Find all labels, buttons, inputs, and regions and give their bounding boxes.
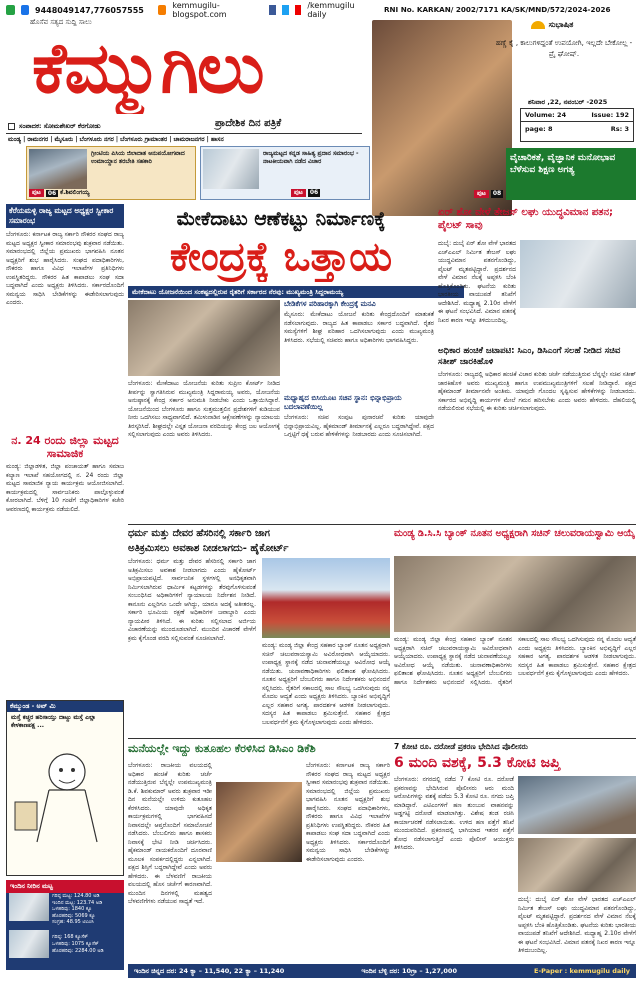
social-handle[interactable]: /kemmugilu daily — [307, 1, 355, 19]
left-story-2 — [6, 434, 124, 703]
dam-photo-2 — [9, 930, 49, 958]
blog-url[interactable]: kemmugilu-blogspot.com — [172, 1, 227, 19]
masthead-divider — [6, 133, 362, 134]
teaser-3-text: ವೈಚಾರಿಕತೆ, ವೈಜ್ಞಾನಿಕ ಮನೋಭಾವ ಬೆಳೆಸುವ ಶಿಕ್ಷಣ ಅಗತ್ಯ — [510, 153, 616, 175]
gold-rate: ಇಂದಿನ ಚಿನ್ನದ ದರ: 24 ಕ್ಯಾ – 11,540, 22 ಕ್ಯಾ – 11,240 — [134, 967, 285, 975]
cartoon-box — [6, 700, 124, 876]
dcc-bank-headline: ಮಂಡ್ಯ ಡಿ.ಸಿ.ಸಿ ಬ್ಯಾಂಕ್ ನೂತನ ಅಧ್ಯಕ್ಷರಾಗಿ ಸಚಿನ್ ಚಲುವರಾಯಸ್ವಾಮಿ ಆಯ್ಕೆ — [394, 528, 635, 539]
left-story-1-body: ಬೆಂಗಳೂರು: ಕರ್ನಾಟಕ ರಾಜ್ಯ ಸರ್ಕಾರಿ ನೌಕರರ ಸಂಘದ ರಾಜ್ಯ ಮಟ್ಟದ ಅಧ್ಯಕ್ಷರ ಸ್ವೀಕಾರ ಸಮಾರಂಭವು ಶುಕ್ರವಾರ ನಡೆಯಿತು. ಸಮಾರಂಭದಲ್ಲಿ ಜಿಲ್ಲೆಯ ಪ್ರಮುಖರು ಭಾಗವಹಿಸಿ ನೂತನ ಅಧ್ಯಕ್ಷರಿಗೆ ಶುಭ ಹಾರೈಸಿದರು. ಸಂಘದ ಪದಾಧಿಕಾರಿಗಳು, ನೌಕರರು ಹಾಗೂ ವಿವಿಧ ಇಲಾಖೆಗಳ ಪ್ರತಿನಿಧಿಗಳು ಉಪಸ್ಥಿತರಿದ್ದರು. ನೌಕರರ ಹಿತ ಕಾಪಾಡಲು ಸಂಘ ಸದಾ ಬದ್ಧವಾಗಿದೆ ಎಂದು ಅಧ್ಯಕ್ಷರು ತಿಳಿಸಿದರು. ಸರ್ಕಾರದೊಂದಿಗೆ ಸಮನ್ವಯ ಸಾಧಿಸಿ ಬೇಡಿಕೆಗಳನ್ನು ಈಡೇರಿಸಲಾಗುವುದು ಎಂದರು. — [6, 231, 124, 306]
power-sharing-body: ಬೆಂಗಳೂರು: ರಾಜ್ಯದಲ್ಲಿ ಅಧಿಕಾರ ಹಂಚಿಕೆ ವಿಚಾರ ಕುರಿತು ಚರ್ಚೆ ನಡೆಯುತ್ತಿರುವ ಬೆನ್ನಲ್ಲೇ ಸಚಿವ ಸತೀಶ್ ಜಾರಕಿಹೊಳಿ ಅವರು ಮುಖ್ಯಮಂತ್ರಿ ಹಾಗೂ ಉಪಮುಖ್ಯಮಂತ್ರಿಗಳಿಗೆ ಸಲಹೆ ನೀಡಿದ್ದಾರೆ. ಪಕ್ಷದ ಹೈಕಮಾಂಡ್ ತೀರ್ಮಾನವೇ ಅಂತಿಮ. ಯಾವುದೇ ಗೊಂದಲ ಸೃಷ್ಟಿಸುವ ಹೇಳಿಕೆಗಳನ್ನು ನೀಡಬಾರದು. ಸರ್ಕಾರದ ಅಭಿವೃದ್ಧಿ ಕಾರ್ಯಗಳ ಮೇಲೆ ಗಮನ ಹರಿಸಬೇಕು ಎಂದು ಅವರು ಹೇಳಿದರು. ದೆಹಲಿಯಲ್ಲಿ ನಡೆಯಲಿರುವ ಸಭೆಯಲ್ಲಿ ಈ ಕುರಿತು ಚರ್ಚಿಸಲಾಗುವುದು. — [438, 371, 636, 412]
twitter-icon — [282, 5, 289, 15]
water-level-3: ಒಳಹರಿವು: 1840 ಕ್ಯೂ — [52, 906, 92, 912]
issue-date: ಶನಿವಾರ ,22, ನವಂಬರ್ -2025 — [528, 98, 608, 106]
phone-numbers: 9448049147,776057555 — [35, 5, 144, 15]
price: Rs: 3 — [610, 125, 629, 133]
bottom-divider — [128, 738, 636, 739]
teaser-1[interactable] — [26, 146, 196, 200]
teaser-2-page: 06 — [309, 189, 319, 196]
phone-icon — [21, 5, 30, 15]
power-sharing-headline: ಅಧಿಕಾರ ಹಂಚಿಕೆ ಜಟಾಪಟಿ: ಸಿಎಂ, ಡಿಸಿಎಂಗೆ ಸಲಹೆ ನೀಡಿದ ಸಚಿವ ಸತೀಶ್ ಜಾರಕಿಹೊಳಿ — [438, 346, 621, 367]
page-count: page: 8 — [525, 125, 553, 133]
checkbox-icon — [8, 123, 15, 130]
lead-side-2-body: ಬೆಂಗಳೂರು: ಸಚಿವ ಸಂಪುಟ ಪುನಾರಚನೆ ಕುರಿತು ಯಾವುದೇ ಭಿನ್ನಾಭಿಪ್ರಾಯವಿಲ್ಲ. ಹೈಕಮಾಂಡ್ ತೀರ್ಮಾನಕ್ಕೆ ಎಲ್ಲರೂ ಬದ್ಧರಾಗಿದ್ದೇವೆ. ಪಕ್ಷದ ಒಗ್ಗಟ್ಟಿಗೆ ಧಕ್ಕೆ ಬರುವ ಹೇಳಿಕೆಗಳನ್ನು ನೀಡಬಾರದು ಎಂದು ಸೂಚಿಸಲಾಗಿದೆ. — [284, 414, 434, 438]
teaser-1-text: ಗ್ರೀಂಟಿಯ ಪಿಸಿಯ ಜಿಲಾದಾತ ಅನುಪಯೋಗವಾದ ಉಮಾಯ್ದಾನ ತರಬೇತಿ ಸಹಕಾರಿ — [91, 150, 185, 165]
dkshi-body-2: ಬೆಂಗಳೂರು: ಕರ್ನಾಟಕ ರಾಜ್ಯ ಸರ್ಕಾರಿ ನೌಕರರ ಸಂಘದ ರಾಜ್ಯ ಮಟ್ಟದ ಅಧ್ಯಕ್ಷರ ಸ್ವೀಕಾರ ಸಮಾರಂಭವು ಶುಕ್ರವಾರ ನಡೆಯಿತು. ಸಮಾರಂಭದಲ್ಲಿ ಜಿಲ್ಲೆಯ ಪ್ರಮುಖರು ಭಾಗವಹಿಸಿ ನೂತನ ಅಧ್ಯಕ್ಷರಿಗೆ ಶುಭ ಹಾರೈಸಿದರು. ಸಂಘದ ಪದಾಧಿಕಾರಿಗಳು, ನೌಕರರು ಹಾಗೂ ವಿವಿಧ ಇಲಾಖೆಗಳ ಪ್ರತಿನಿಧಿಗಳು ಉಪಸ್ಥಿತರಿದ್ದರು. ನೌಕರರ ಹಿತ ಕಾಪಾಡಲು ಸಂಘ ಸದಾ ಬದ್ಧವಾಗಿದೆ ಎಂದು ಅಧ್ಯಕ್ಷರು ತಿಳಿಸಿದರು. ಸರ್ಕಾರದೊಂದಿಗೆ ಸಮನ್ವಯ ಸಾಧಿಸಿ ಬೇಡಿಕೆಗಳನ್ನು ಈಡೇರಿಸಲಾಗುವುದು ಎಂದರು. — [306, 762, 390, 863]
subhashita-box — [470, 20, 634, 94]
lead-body: ಬೆಂಗಳೂರು: ಮೇಕೆದಾಟು ಯೋಜನೆಯ ಕುರಿತು ಸುಪ್ರೀಂ ಕೋರ್ಟ್ ನೀಡಿದ ತೀರ್ಪನ್ನು ಸ್ವಾಗತಿಸಿರುವ ಮುಖ್ಯಮಂತ್ರಿ ಸಿದ್ದರಾಮಯ್ಯ ಅವರು, ಯೋಜನೆಯ ಅನುಷ್ಠಾನಕ್ಕೆ ಕೇಂದ್ರ ಸರ್ಕಾರ ಅನುಮತಿ ನೀಡಬೇಕು ಎಂದು ಒತ್ತಾಯಿಸಿದ್ದಾರೆ. ಯೋಜನೆಯಿಂದ ಬೆಂಗಳೂರು ಹಾಗೂ ಸುತ್ತಮುತ್ತಲಿನ ಪ್ರದೇಶಗಳಿಗೆ ಕುಡಿಯುವ ನೀರು ಒದಗಿಸಲು ಸಾಧ್ಯವಾಗಲಿದೆ. ತಮಿಳುನಾಡಿನ ಆಕ್ಷೇಪಣೆಗಳನ್ನು ನ್ಯಾಯಾಲಯ ತಿರಸ್ಕರಿಸಿದೆ. ಶೀಘ್ರದಲ್ಲೇ ವಿಸ್ತೃತ ಯೋಜನಾ ವರದಿಯನ್ನು ಕೇಂದ್ರ ಜಲ ಆಯೋಗಕ್ಕೆ ಸಲ್ಲಿಸಲಾಗುವುದು ಎಂದು ಅವರು ತಿಳಿಸಿದರು. — [128, 380, 280, 438]
robbery-photo-2 — [518, 838, 636, 892]
water-level-5: ಸಂಗ್ರಹ: 48.95 ಟಿಎಂಸಿ — [52, 919, 94, 925]
highcourt-headline-1: ಧರ್ಮ ಮತ್ತು ದೇವರ ಹೆಸರಿನಲ್ಲಿ ಸರ್ಕಾರಿ ಜಾಗ — [128, 528, 270, 539]
tejas-photo — [520, 240, 636, 308]
power-sharing-story — [438, 346, 636, 521]
newspaper-title: ಕೆಮ್ಮುಗಿಲು — [32, 27, 263, 109]
editor-name: ಸಂಪಾದಕ: ಸೋಮಶೇಖರ್ ಕೆರಗೋಡು — [19, 122, 101, 130]
lead-side-1 — [284, 300, 434, 387]
youtube-icon — [295, 5, 302, 15]
dkshi-body: ಬೆಂಗಳೂರು: ರಾಜಕೀಯ ವಲಯದಲ್ಲಿ ಅಧಿಕಾರ ಹಂಚಿಕೆ ಕುರಿತು ಚರ್ಚೆ ನಡೆಯುತ್ತಿರುವ ಬೆನ್ನಲ್ಲೇ ಉಪಮುಖ್ಯಮಂತ್ರಿ ಡಿ.ಕೆ. ಶಿವಕುಮಾರ್ ಅವರು ಶುಕ್ರವಾರ ಇಡೀ ದಿನ ಮನೆಯಲ್ಲೇ ಉಳಿದು ಕುತೂಹಲ ಕೆರಳಿಸಿದರು. ಯಾವುದೇ ಅಧಿಕೃತ ಕಾರ್ಯಕ್ರಮಗಳಲ್ಲಿ ಭಾಗವಹಿಸದೆ ನಿವಾಸದಲ್ಲೇ ಆಪ್ತರೊಂದಿಗೆ ಸಮಾಲೋಚನೆ ನಡೆಸಿದರು. ಬೆಂಬಲಿಗರು ಹಾಗೂ ಶಾಸಕರು ನಿವಾಸಕ್ಕೆ ಭೇಟಿ ನೀಡಿ ಚರ್ಚಿಸಿದರು. ಹೈಕಮಾಂಡ್ ನಾಯಕರೊಂದಿಗೆ ದೂರವಾಣಿ ಮೂಲಕ ಸಂಪರ್ಕದಲ್ಲಿದ್ದರು ಎನ್ನಲಾಗಿದೆ. ಪಕ್ಷದ ಶಿಸ್ತಿಗೆ ಬದ್ಧರಾಗಿದ್ದೇವೆ ಎಂದು ಅವರು ಹೇಳಿದರು. ಈ ಬೆಳವಣಿಗೆ ರಾಜಕೀಯ ವಲಯದಲ್ಲಿ ಹೊಸ ಚರ್ಚೆಗೆ ಕಾರಣವಾಗಿದೆ. ಮುಂದಿನ ದಿನಗಳಲ್ಲಿ ಮಹತ್ವದ ಬೆಳವಣಿಗೆಗಳು ನಡೆಯುವ ಸಾಧ್ಯತೆ ಇದೆ. — [128, 762, 212, 905]
lead-side-1-headline: ಬೇಡಿಕೆಗಳ ಪರಿಹಾರಕ್ಕಾಗಿ ಕೇಂದ್ರಕ್ಕೆ ಮನವಿ — [284, 300, 376, 308]
dcc-bank-story — [394, 528, 636, 686]
water-flow-1: ಗರಿಷ್ಠ: 168 ಕ್ಯೂಸೆಕ್ — [52, 934, 89, 940]
water-flow-2: ಒಳಹರಿವು: 1075 ಕ್ಯೂಸೆಕ್ — [52, 941, 99, 947]
water-level-4: ಹೊರಹರಿವು: 5069 ಕ್ಯೂ — [52, 912, 96, 919]
water-level-label: ಇಂದಿನ ನೀರಿನ ಮಟ್ಟ — [6, 880, 124, 893]
left-story-2-body: ಮಂಡ್ಯ: ಜಿಲ್ಲಾಡಳಿತ, ಜಿಲ್ಲಾ ಪಂಚಾಯತ್ ಹಾಗೂ ಸಮಾಜ ಕಲ್ಯಾಣ ಇಲಾಖೆ ಸಹಯೋಗದಲ್ಲಿ ನ. 24 ರಂದು ಜಿಲ್ಲಾ ಮಟ್ಟದ ಸಾಮಾಜಿಕ ನ್ಯಾಯ ಕಾರ್ಯಕ್ರಮ ಆಯೋಜಿಸಲಾಗಿದೆ. ಕಾರ್ಯಕ್ರಮದಲ್ಲಿ ಸಾರ್ವಜನಿಕರು ಪಾಲ್ಗೊಳ್ಳುವಂತೆ ಕೋರಲಾಗಿದೆ. ಬೆಳಿಗ್ಗೆ 10 ಗಂಟೆಗೆ ಜಿಲ್ಲಾಧಿಕಾರಿಗಳ ಕಚೇರಿ ಆವರಣದಲ್ಲಿ ಕಾರ್ಯಕ್ರಮ ನಡೆಯಲಿದೆ. — [6, 463, 124, 513]
subhashita-header — [470, 20, 634, 30]
editor-line — [8, 122, 101, 131]
teaser-1-sub: ಕೆ.ಶಿವಲಿಂಗಯ್ಯ — [60, 189, 90, 196]
contact-bar — [6, 1, 366, 19]
facebook-icon — [269, 5, 276, 15]
cartoon-drawing — [7, 732, 123, 852]
dkshi-photo — [216, 782, 302, 862]
subtitle: ಪ್ರಾದೇಶಿಕ ದಿನ ಪತ್ರಿಕೆ — [215, 118, 282, 129]
highcourt-body-2: ಮಂಡ್ಯ: ಮಂಡ್ಯ ಜಿಲ್ಲಾ ಕೇಂದ್ರ ಸಹಕಾರ ಬ್ಯಾಂಕ್ ನೂತನ ಅಧ್ಯಕ್ಷರಾಗಿ ಸಚಿನ್ ಚಲುವರಾಯಸ್ವಾಮಿ ಅವಿರೋಧವಾಗಿ ಆಯ್ಕೆಯಾದರು. ಉಪಾಧ್ಯಕ್ಷ ಸ್ಥಾನಕ್ಕೆ ನಡೆದ ಚುನಾವಣೆಯಲ್ಲೂ ಅವಿರೋಧ ಆಯ್ಕೆ ನಡೆಯಿತು. ಚುನಾವಣಾಧಿಕಾರಿಗಳು ಫಲಿತಾಂಶ ಘೋಷಿಸಿದರು. ನೂತನ ಅಧ್ಯಕ್ಷರಿಗೆ ಬೆಂಬಲಿಗರು ಹಾಗೂ ನಿರ್ದೇಶಕರು ಅಭಿನಂದನೆ ಸಲ್ಲಿಸಿದರು. ರೈತರಿಗೆ ಸಕಾಲದಲ್ಲಿ ಸಾಲ ಸೌಲಭ್ಯ ಒದಗಿಸುವುದು ನನ್ನ ಮೊದಲ ಆದ್ಯತೆ ಎಂದು ಅಧ್ಯಕ್ಷರು ತಿಳಿಸಿದರು. ಬ್ಯಾಂಕಿನ ಅಭಿವೃದ್ಧಿಗೆ ಎಲ್ಲರ ಸಹಕಾರ ಅಗತ್ಯ. ಪಾರದರ್ಶಕ ಆಡಳಿತ ನೀಡಲಾಗುವುದು. ಸದಸ್ಯರ ಹಿತ ಕಾಪಾಡಲು ಶ್ರಮಿಸುತ್ತೇನೆ. ಸಹಕಾರ ಕ್ಷೇತ್ರದ ಬಲವರ್ಧನೆಗೆ ಕ್ರಮ ಕೈಗೊಳ್ಳಲಾಗುವುದು ಎಂದು ಹೇಳಿದರು. — [262, 642, 390, 726]
teaser-3-page-num: 08 — [492, 190, 502, 197]
left-story-2-headline: ನ. 24 ರಂದು ಜಿಲ್ಲಾ ಮಟ್ಟದ ಸಾಮಾಜಿಕ — [11, 434, 119, 460]
mid-divider — [128, 524, 636, 525]
highcourt-headline-2: ಅತಿಕ್ರಮಿಸಲು ಅವಕಾಶ ನೀಡಲಾಗದು- ಹೈಕೋರ್ಟ್ — [128, 543, 289, 554]
teaser-2-page-label: ಪುಟ — [291, 189, 306, 197]
tejas-headline: ಏರ್ ಶೋ ವೇಳೆ ತೇಜಸ್ ಲಘು ಯುದ್ಧವಿಮಾನ ಪತನ; ಪೈಲಟ್ ಸಾವು — [438, 207, 614, 231]
highcourt-photo — [262, 558, 390, 638]
teaser-2-photo — [203, 149, 259, 189]
cartoon-label: ಕೆಮ್ಮುಂಡ - ಅವ್ ಮಿ — [7, 701, 123, 712]
blogger-icon — [158, 5, 167, 15]
teaser-1-page: 06 — [47, 189, 57, 197]
teaser-3-page — [474, 190, 503, 198]
dcc-bank-body: ಮಂಡ್ಯ: ಮಂಡ್ಯ ಜಿಲ್ಲಾ ಕೇಂದ್ರ ಸಹಕಾರ ಬ್ಯಾಂಕ್ ನೂತನ ಅಧ್ಯಕ್ಷರಾಗಿ ಸಚಿನ್ ಚಲುವರಾಯಸ್ವಾಮಿ ಅವಿರೋಧವಾಗಿ ಆಯ್ಕೆಯಾದರು. ಉಪಾಧ್ಯಕ್ಷ ಸ್ಥಾನಕ್ಕೆ ನಡೆದ ಚುನಾವಣೆಯಲ್ಲೂ ಅವಿರೋಧ ಆಯ್ಕೆ ನಡೆಯಿತು. ಚುನಾವಣಾಧಿಕಾರಿಗಳು ಫಲಿತಾಂಶ ಘೋಷಿಸಿದರು. ನೂತನ ಅಧ್ಯಕ್ಷರಿಗೆ ಬೆಂಬಲಿಗರು ಹಾಗೂ ನಿರ್ದೇಶಕರು ಅಭಿನಂದನೆ ಸಲ್ಲಿಸಿದರು. ರೈತರಿಗೆ ಸಕಾಲದಲ್ಲಿ ಸಾಲ ಸೌಲಭ್ಯ ಒದಗಿಸುವುದು ನನ್ನ ಮೊದಲ ಆದ್ಯತೆ ಎಂದು ಅಧ್ಯಕ್ಷರು ತಿಳಿಸಿದರು. ಬ್ಯಾಂಕಿನ ಅಭಿವೃದ್ಧಿಗೆ ಎಲ್ಲರ ಸಹಕಾರ ಅಗತ್ಯ. ಪಾರದರ್ಶಕ ಆಡಳಿತ ನೀಡಲಾಗುವುದು. ಸದಸ್ಯರ ಹಿತ ಕಾಪಾಡಲು ಶ್ರಮಿಸುತ್ತೇನೆ. ಸಹಕಾರ ಕ್ಷೇತ್ರದ ಬಲವರ್ಧನೆಗೆ ಕ್ರಮ ಕೈಗೊಳ್ಳಲಾಗುವುದು ಎಂದು ಹೇಳಿದರು. — [394, 636, 636, 686]
dkshi-story — [128, 742, 390, 905]
teaser-2-text: ರಾಜ್ಯಮಟ್ಟದ ಕನ್ನಡ ಸಾಹಿತ್ಯ ಪ್ರದಾನ ಸಮಾರಂಭ - ನಾಟಕೀಯವಾಗಿ ನಡೆದ ವಿಚಾರ — [263, 150, 359, 165]
issue-number: Issue: 192 — [591, 111, 629, 119]
lead-title-line-2: ಕೇಂದ್ರಕ್ಕೆ ಒತ್ತಾಯ — [169, 234, 393, 280]
silver-rate: ಇಂದಿನ ಬೆಳ್ಳಿ ದರ: 10ಗ್ರಾ – 1,27,000 — [361, 967, 457, 975]
tejas-body: ದುಬೈ: ದುಬೈ ಏರ್ ಶೋ ವೇಳೆ ಭಾರತದ ಎಚ್ಎಎಲ್ ನಿರ್ಮಿತ ತೇಜಸ್ ಲಘು ಯುದ್ಧವಿಮಾನ ಪತನಗೊಂಡಿದ್ದು, ಪೈಲಟ್ ಮೃತಪಟ್ಟಿದ್ದಾರೆ. ಪ್ರದರ್ಶನದ ವೇಳೆ ವಿಮಾನ ನೆಲಕ್ಕೆ ಅಪ್ಪಳಿಸಿ ಬೆಂಕಿ ಹೊತ್ತಿಕೊಂಡಿತು. ಘಟನೆಯ ಕುರಿತು ಭಾರತೀಯ ವಾಯುಪಡೆ ತನಿಖೆಗೆ ಆದೇಶಿಸಿದೆ. ಮಧ್ಯಾಹ್ನ 2.10ರ ವೇಳೆಗೆ ಈ ಘಟನೆ ಸಂಭವಿಸಿದೆ. ವಿಮಾನ ಪತನಕ್ಕೆ ನಿಖರ ಕಾರಣ ಇನ್ನೂ ತಿಳಿದುಬಂದಿಲ್ಲ. — [438, 240, 516, 324]
robbery-photo-1 — [518, 776, 636, 834]
water-level-box — [6, 880, 124, 970]
dam-photo — [9, 893, 49, 921]
dkshi-headline: ಮನೆಯಲ್ಲೇ ಇದ್ದು ಕುತೂಹಲ ಕೆರಳಿಸಿದ ಡಿಸಿಎಂ ಡಿಕೆಶಿ — [128, 742, 316, 755]
water-level-2: ಇಂದಿನ ಮಟ್ಟ: 123.74 ಅಡಿ — [52, 899, 103, 906]
epaper-link[interactable]: E-Paper : kemmugilu daily — [534, 967, 630, 975]
tejas-story — [438, 206, 636, 324]
dcc-bank-photo — [394, 556, 636, 632]
water-level-1: ಗರಿಷ್ಠ ಮಟ್ಟ: 124.80 ಅಡಿ — [52, 893, 100, 899]
subhashita-text: ಹಣ್ಣೆ ಕೈ , ಕಾಲುಗಳಿದ್ದಂತೆ ಉಪಯೋಗಿ, ಇಲ್ಲದೇ ಬೇಕೋಲ್ಲ - ಪ್ರೈ ಘೋಷ್. — [495, 39, 633, 58]
highcourt-body-1: ಬೆಂಗಳೂರು: ಧರ್ಮ ಮತ್ತು ದೇವರ ಹೆಸರಿನಲ್ಲಿ ಸರ್ಕಾರಿ ಜಾಗ ಅತಿಕ್ರಮಿಸಲು ಅವಕಾಶ ನೀಡಲಾಗದು ಎಂದು ಹೈಕೋರ್ಟ್ ಅಭಿಪ್ರಾಯಪಟ್ಟಿದೆ. ಸಾರ್ವಜನಿಕ ಸ್ಥಳಗಳಲ್ಲಿ ಅನಧಿಕೃತವಾಗಿ ನಿರ್ಮಿಸಲಾಗಿರುವ ಧಾರ್ಮಿಕ ಕಟ್ಟಡಗಳನ್ನು ತೆರವುಗೊಳಿಸುವಂತೆ ಸಂಬಂಧಿಸಿದ ಅಧಿಕಾರಿಗಳಿಗೆ ನ್ಯಾಯಾಲಯ ನಿರ್ದೇಶನ ನೀಡಿದೆ. ಕಾನೂನು ಎಲ್ಲರಿಗೂ ಒಂದೇ ಆಗಿದ್ದು, ಯಾರೂ ಅದಕ್ಕೆ ಅತೀತರಲ್ಲ. ಸರ್ಕಾರಿ ಭೂಮಿಯ ರಕ್ಷಣೆ ಅಧಿಕಾರಿಗಳ ಜವಾಬ್ದಾರಿ ಎಂದು ನ್ಯಾಯಪೀಠ ತಿಳಿಸಿದೆ. ಈ ಕುರಿತು ಸಲ್ಲಿಸಲಾದ ಅರ್ಜಿಯ ವಿಚಾರಣೆಯನ್ನು ಮುಂದೂಡಲಾಗಿದೆ. ಮುಂದಿನ ವಿಚಾರಣೆ ವೇಳೆಗೆ ಕ್ರಮ ಕೈಗೊಂಡ ವರದಿ ಸಲ್ಲಿಸುವಂತೆ ಸೂಚಿಸಲಾಗಿದೆ. — [128, 558, 256, 642]
teaser-3[interactable] — [506, 148, 636, 200]
teaser-1-photo — [29, 149, 87, 189]
volume-number: Volume: 24 — [525, 111, 567, 119]
robbery-story — [394, 742, 636, 954]
robbery-headline: 6 ಮಂದಿ ವಶಕ್ಕೆ, 5.3 ಕೋಟಿ ಜಪ್ತಿ — [394, 755, 561, 771]
sun-icon — [531, 21, 545, 29]
subhashita-label: ಸುಭಾಷಿತ — [548, 20, 574, 29]
teaser-2[interactable] — [200, 146, 370, 200]
lead-deck: ಮೇಕೆದಾಟು ಯೋಜನೆಯಿಂದ ಸಂಕಷ್ಟದಲ್ಲಿರುವ ರೈತರಿಗೆ ಸರ್ಕಾರದ ನೆರವು: ಮುಖ್ಯಮಂತ್ರಿ ಸಿದ್ದರಾಮಯ್ಯ — [128, 286, 464, 298]
rni-number: RNI No. KARKAN/ 2002/7171 KA/SK/MND/572/2024-2026 — [384, 5, 611, 14]
robbery-kicker: 7 ಕೋಟಿ ರೂ. ದರೋಡೆ ಪ್ರಕರಣ ಭೇದಿಸಿದ ಪೊಲೀಸರು — [394, 742, 528, 751]
lead-title-line-1: ಮೇಕೆದಾಟು ಆಣೆಕಟ್ಟು ನಿರ್ಮಾಣಕ್ಕೆ — [176, 208, 386, 230]
water-flow-3: ಹೊರಹರಿವು: 2284.00 ಅಡಿ — [52, 948, 104, 954]
left-story-1 — [6, 204, 124, 449]
robbery-body-2: ದುಬೈ: ದುಬೈ ಏರ್ ಶೋ ವೇಳೆ ಭಾರತದ ಎಚ್ಎಎಲ್ ನಿರ್ಮಿತ ತೇಜಸ್ ಲಘು ಯುದ್ಧವಿಮಾನ ಪತನಗೊಂಡಿದ್ದು, ಪೈಲಟ್ ಮೃತಪಟ್ಟಿದ್ದಾರೆ. ಪ್ರದರ್ಶನದ ವೇಳೆ ವಿಮಾನ ನೆಲಕ್ಕೆ ಅಪ್ಪಳಿಸಿ ಬೆಂಕಿ ಹೊತ್ತಿಕೊಂಡಿತು. ಘಟನೆಯ ಕುರಿತು ಭಾರತೀಯ ವಾಯುಪಡೆ ತನಿಖೆಗೆ ಆದೇಶಿಸಿದೆ. ಮಧ್ಯಾಹ್ನ 2.10ರ ವೇಳೆಗೆ ಈ ಘಟನೆ ಸಂಭವಿಸಿದೆ. ವಿಮಾನ ಪತನಕ್ಕೆ ನಿಖರ ಕಾರಣ ಇನ್ನೂ ತಿಳಿದುಬಂದಿಲ್ಲ. — [518, 896, 636, 954]
issue-box — [520, 108, 634, 142]
teaser-3-page-label: ಪುಟ — [474, 190, 489, 198]
left-story-1-headline: ಕೆರೆಯಮಳ್ಳಿ ರಾಜ್ಯ ಮಟ್ಟದ ಅಧ್ಯಕ್ಷರ ಸ್ವೀಕಾರ ಸಮಾರಂಭ — [6, 204, 124, 228]
robbery-body: ಬೆಂಗಳೂರು: ನಗರದಲ್ಲಿ ನಡೆದ 7 ಕೋಟಿ ರೂ. ದರೋಡೆ ಪ್ರಕರಣವನ್ನು ಭೇದಿಸಿರುವ ಪೊಲೀಸರು ಆರು ಮಂದಿ ಆರೋಪಿಗಳನ್ನು ವಶಕ್ಕೆ ಪಡೆದು 5.3 ಕೋಟಿ ರೂ. ನಗದು ಜಪ್ತಿ ಮಾಡಿದ್ದಾರೆ. ಎಟಿಎಂಗಳಿಗೆ ಹಣ ತುಂಬುವ ವಾಹನವನ್ನು ಅಡ್ಡಗಟ್ಟಿ ದರೋಡೆ ಮಾಡಲಾಗಿತ್ತು. ವಿಶೇಷ ತಂಡ ರಚಿಸಿ ಕಾರ್ಯಾಚರಣೆ ನಡೆಸಲಾಯಿತು. ಉಳಿದ ಹಣ ಪತ್ತೆಗೆ ತನಿಖೆ ಮುಂದುವರಿದಿದೆ. ಪ್ರಕರಣದಲ್ಲಿ ಭಾಗಿಯಾದ ಇತರರ ಪತ್ತೆಗೆ ಶೋಧ ನಡೆಸಲಾಗುತ್ತಿದೆ ಎಂದು ಪೊಲೀಸ್ ಆಯುಕ್ತರು ತಿಳಿಸಿದರು. — [394, 776, 514, 851]
lead-side-2 — [284, 394, 434, 522]
cartoon-caption: ಮಸ್ತೆ ಕಚ್ಚರ ಹರಿಸಾಯ್ತು ದಾಟ್ದು ಮಸ್ತೆ ಎಲ್ಲಾ ಕೇಳಕಾಣಪಕ್ಷ ... — [11, 714, 96, 729]
lead-side-2-headline: ಮಧ್ಯಾಹ್ನದ ಬಿಸಿಯೂಟ ಸಚಿವ ಸ್ಥಾನ: ಭಿನ್ನಾಭಿಪ್ರಾಯ ಬದಲಾವಣೆಯಿಲ್ಲ — [284, 394, 402, 411]
footer-bar — [128, 964, 636, 978]
region-list: ಮಂಡ್ಯ | ರಾಮನಗರ | ಮೈಸೂರು | ಬೆಂಗಳೂರು ನಗರ | ಬೆಂಗಳೂರು ಗ್ರಾಮಾಂತರ | ಚಾಮರಾಜನಗರ | ಹಾಸನ — [8, 136, 224, 143]
lead-side-1-body: ಮೈಸೂರು: ಮೇಕೆದಾಟು ಯೋಜನೆ ಕುರಿತು ಕೇಂದ್ರದೊಂದಿಗೆ ಮಾತುಕತೆ ನಡೆಸಲಾಗುವುದು. ರಾಜ್ಯದ ಹಿತ ಕಾಪಾಡಲು ಸರ್ಕಾರ ಬದ್ಧವಾಗಿದೆ. ರೈತರ ಸಮಸ್ಯೆಗಳಿಗೆ ಶೀಘ್ರ ಪರಿಹಾರ ಒದಗಿಸಲಾಗುವುದು ಎಂದು ಮುಖ್ಯಮಂತ್ರಿ ತಿಳಿಸಿದರು. ಸಭೆಯಲ್ಲಿ ಸಚಿವರು ಹಾಗೂ ಅಧಿಕಾರಿಗಳು ಭಾಗವಹಿಸಿದ್ದರು. — [284, 311, 434, 344]
highcourt-story — [128, 528, 390, 726]
lead-photo — [128, 300, 280, 376]
tagline: ಹೊಸೆವ ಸತ್ಯದ ಸುದ್ದಿ ಸಾಲು — [30, 18, 92, 26]
whatsapp-icon — [6, 5, 15, 15]
teaser-1-page-label: ಪುಟ — [29, 189, 44, 197]
